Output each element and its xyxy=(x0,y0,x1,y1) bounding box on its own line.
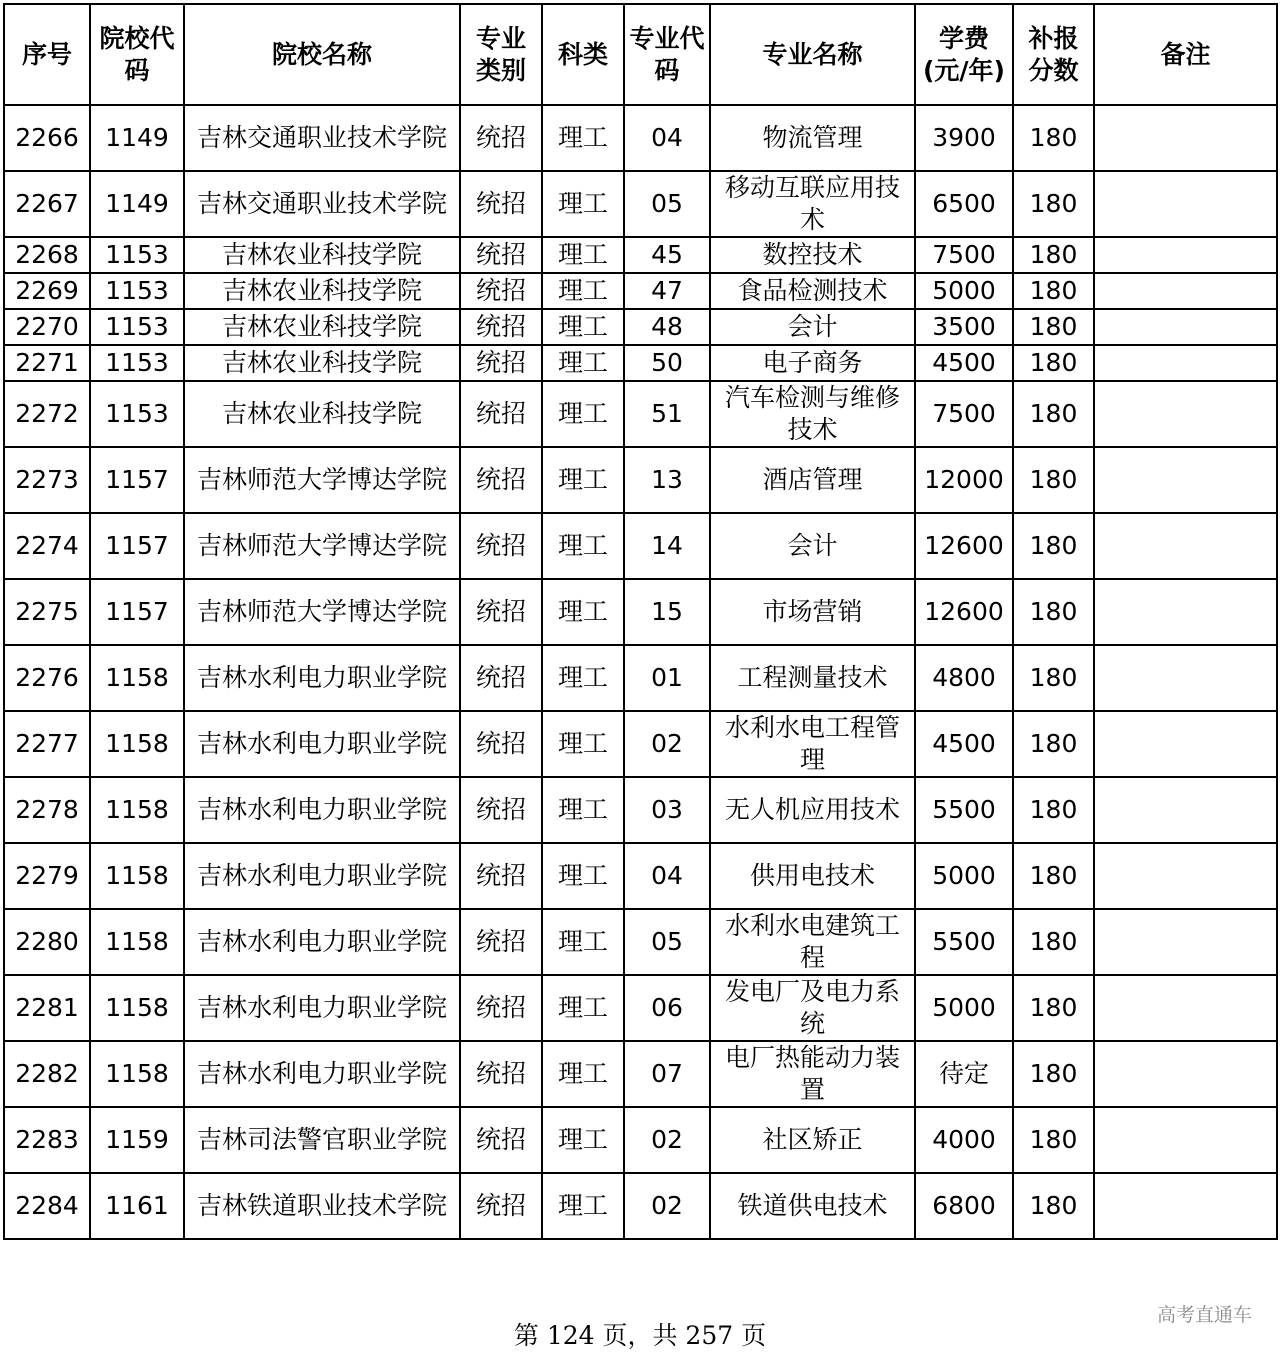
cell-tuition: 4000 xyxy=(915,1107,1013,1173)
cell-school-name: 吉林水利电力职业学院 xyxy=(184,777,460,843)
cell-school-code: 1149 xyxy=(90,105,184,171)
cell-category: 统招 xyxy=(460,1041,542,1107)
cell-major-code: 04 xyxy=(624,105,710,171)
cell-school-code: 1159 xyxy=(90,1107,184,1173)
cell-score: 180 xyxy=(1013,645,1094,711)
cell-subject: 理工 xyxy=(542,105,624,171)
cell-subject: 理工 xyxy=(542,1041,624,1107)
cell-score: 180 xyxy=(1013,579,1094,645)
cell-school-name: 吉林师范大学博达学院 xyxy=(184,513,460,579)
cell-score: 180 xyxy=(1013,447,1094,513)
cell-score: 180 xyxy=(1013,309,1094,345)
cell-major-code: 02 xyxy=(624,1107,710,1173)
cell-tuition: 待定 xyxy=(915,1041,1013,1107)
cell-subject: 理工 xyxy=(542,345,624,381)
cell-seq: 2281 xyxy=(4,975,90,1041)
cell-major-code: 13 xyxy=(624,447,710,513)
cell-major-name: 水利水电工程管理 xyxy=(710,711,915,777)
header-note: 备注 xyxy=(1094,4,1277,105)
cell-note xyxy=(1094,171,1277,237)
cell-category: 统招 xyxy=(460,1107,542,1173)
cell-major-name: 汽车检测与维修技术 xyxy=(710,381,915,447)
cell-category: 统招 xyxy=(460,105,542,171)
cell-school-name: 吉林水利电力职业学院 xyxy=(184,645,460,711)
cell-school-code: 1158 xyxy=(90,645,184,711)
cell-school-code: 1153 xyxy=(90,345,184,381)
cell-tuition: 5500 xyxy=(915,909,1013,975)
table-row xyxy=(4,1041,1277,1107)
cell-school-name: 吉林农业科技学院 xyxy=(184,345,460,381)
cell-score: 180 xyxy=(1013,345,1094,381)
table-row xyxy=(4,273,1277,309)
admission-table xyxy=(3,3,1278,1240)
cell-seq: 2282 xyxy=(4,1041,90,1107)
cell-school-name: 吉林农业科技学院 xyxy=(184,309,460,345)
cell-major-code: 05 xyxy=(624,909,710,975)
cell-school-name: 吉林司法警官职业学院 xyxy=(184,1107,460,1173)
cell-category: 统招 xyxy=(460,345,542,381)
cell-category: 统招 xyxy=(460,777,542,843)
cell-subject: 理工 xyxy=(542,171,624,237)
cell-tuition: 12600 xyxy=(915,513,1013,579)
cell-tuition: 7500 xyxy=(915,237,1013,273)
cell-subject: 理工 xyxy=(542,711,624,777)
table-row xyxy=(4,381,1277,447)
header-seq: 序号 xyxy=(4,4,90,105)
table-row xyxy=(4,711,1277,777)
cell-tuition: 4500 xyxy=(915,711,1013,777)
table-row xyxy=(4,975,1277,1041)
table-row xyxy=(4,345,1277,381)
cell-school-name: 吉林农业科技学院 xyxy=(184,273,460,309)
cell-seq: 2275 xyxy=(4,579,90,645)
cell-tuition: 5000 xyxy=(915,273,1013,309)
cell-note xyxy=(1094,579,1277,645)
header-major-name: 专业名称 xyxy=(710,4,915,105)
cell-note xyxy=(1094,645,1277,711)
cell-school-code: 1149 xyxy=(90,171,184,237)
cell-note xyxy=(1094,345,1277,381)
cell-score: 180 xyxy=(1013,381,1094,447)
cell-seq: 2270 xyxy=(4,309,90,345)
cell-category: 统招 xyxy=(460,447,542,513)
table-row xyxy=(4,309,1277,345)
header-major-code: 专业代码 xyxy=(624,4,710,105)
cell-tuition: 4800 xyxy=(915,645,1013,711)
cell-score: 180 xyxy=(1013,1041,1094,1107)
cell-note xyxy=(1094,777,1277,843)
cell-school-name: 吉林农业科技学院 xyxy=(184,237,460,273)
cell-subject: 理工 xyxy=(542,579,624,645)
cell-major-name: 社区矫正 xyxy=(710,1107,915,1173)
cell-major-name: 电子商务 xyxy=(710,345,915,381)
cell-major-name: 数控技术 xyxy=(710,237,915,273)
cell-major-code: 45 xyxy=(624,237,710,273)
table-row xyxy=(4,843,1277,909)
table-row xyxy=(4,909,1277,975)
cell-subject: 理工 xyxy=(542,777,624,843)
cell-major-name: 发电厂及电力系统 xyxy=(710,975,915,1041)
cell-school-code: 1158 xyxy=(90,975,184,1041)
cell-score: 180 xyxy=(1013,975,1094,1041)
cell-note xyxy=(1094,975,1277,1041)
cell-category: 统招 xyxy=(460,645,542,711)
cell-tuition: 6500 xyxy=(915,171,1013,237)
cell-subject: 理工 xyxy=(542,909,624,975)
cell-subject: 理工 xyxy=(542,645,624,711)
cell-school-code: 1153 xyxy=(90,309,184,345)
cell-major-code: 04 xyxy=(624,843,710,909)
cell-note xyxy=(1094,1107,1277,1173)
cell-category: 统招 xyxy=(460,309,542,345)
cell-score: 180 xyxy=(1013,273,1094,309)
cell-tuition: 5000 xyxy=(915,843,1013,909)
cell-seq: 2268 xyxy=(4,237,90,273)
cell-major-code: 05 xyxy=(624,171,710,237)
cell-school-name: 吉林师范大学博达学院 xyxy=(184,447,460,513)
cell-subject: 理工 xyxy=(542,381,624,447)
cell-school-name: 吉林交通职业技术学院 xyxy=(184,171,460,237)
cell-note xyxy=(1094,447,1277,513)
cell-major-code: 03 xyxy=(624,777,710,843)
cell-seq: 2273 xyxy=(4,447,90,513)
cell-major-name: 电厂热能动力装置 xyxy=(710,1041,915,1107)
cell-score: 180 xyxy=(1013,171,1094,237)
cell-seq: 2276 xyxy=(4,645,90,711)
cell-major-code: 01 xyxy=(624,645,710,711)
cell-score: 180 xyxy=(1013,1107,1094,1173)
cell-note xyxy=(1094,909,1277,975)
table-body xyxy=(4,105,1277,1239)
cell-school-code: 1153 xyxy=(90,381,184,447)
cell-note xyxy=(1094,711,1277,777)
table-row xyxy=(4,105,1277,171)
cell-tuition: 3900 xyxy=(915,105,1013,171)
header-row xyxy=(4,4,1277,105)
cell-school-code: 1153 xyxy=(90,237,184,273)
table-row xyxy=(4,579,1277,645)
cell-school-code: 1153 xyxy=(90,273,184,309)
table-row xyxy=(4,171,1277,237)
cell-school-code: 1158 xyxy=(90,909,184,975)
cell-subject: 理工 xyxy=(542,273,624,309)
cell-school-code: 1161 xyxy=(90,1173,184,1239)
cell-note xyxy=(1094,273,1277,309)
cell-school-name: 吉林水利电力职业学院 xyxy=(184,975,460,1041)
cell-note xyxy=(1094,1173,1277,1239)
cell-tuition: 5000 xyxy=(915,975,1013,1041)
cell-major-code: 02 xyxy=(624,711,710,777)
cell-subject: 理工 xyxy=(542,1107,624,1173)
cell-category: 统招 xyxy=(460,1173,542,1239)
cell-subject: 理工 xyxy=(542,843,624,909)
header-category: 专业类别 xyxy=(460,4,542,105)
cell-school-code: 1158 xyxy=(90,1041,184,1107)
cell-major-code: 47 xyxy=(624,273,710,309)
cell-seq: 2283 xyxy=(4,1107,90,1173)
cell-tuition: 3500 xyxy=(915,309,1013,345)
cell-score: 180 xyxy=(1013,513,1094,579)
table-row xyxy=(4,237,1277,273)
cell-major-name: 会计 xyxy=(710,309,915,345)
cell-category: 统招 xyxy=(460,237,542,273)
page-number: 第 124 页，共 257 页 xyxy=(513,1321,767,1350)
cell-score: 180 xyxy=(1013,909,1094,975)
cell-category: 统招 xyxy=(460,975,542,1041)
cell-note xyxy=(1094,843,1277,909)
cell-subject: 理工 xyxy=(542,309,624,345)
cell-seq: 2278 xyxy=(4,777,90,843)
cell-note xyxy=(1094,105,1277,171)
cell-seq: 2269 xyxy=(4,273,90,309)
table-row xyxy=(4,1107,1277,1173)
cell-school-name: 吉林水利电力职业学院 xyxy=(184,711,460,777)
watermark: 高考直通车 xyxy=(1156,1304,1252,1326)
cell-score: 180 xyxy=(1013,777,1094,843)
cell-school-code: 1157 xyxy=(90,513,184,579)
cell-school-name: 吉林铁道职业技术学院 xyxy=(184,1173,460,1239)
cell-subject: 理工 xyxy=(542,975,624,1041)
cell-category: 统招 xyxy=(460,909,542,975)
cell-tuition: 6800 xyxy=(915,1173,1013,1239)
cell-note xyxy=(1094,1041,1277,1107)
table-row xyxy=(4,513,1277,579)
cell-seq: 2266 xyxy=(4,105,90,171)
cell-school-name: 吉林农业科技学院 xyxy=(184,381,460,447)
cell-school-name: 吉林师范大学博达学院 xyxy=(184,579,460,645)
header-score: 补报分数 xyxy=(1013,4,1094,105)
cell-major-name: 供用电技术 xyxy=(710,843,915,909)
header-tuition: 学费(元/年) xyxy=(915,4,1013,105)
cell-seq: 2271 xyxy=(4,345,90,381)
cell-school-code: 1157 xyxy=(90,579,184,645)
cell-category: 统招 xyxy=(460,579,542,645)
cell-major-name: 食品检测技术 xyxy=(710,273,915,309)
cell-subject: 理工 xyxy=(542,513,624,579)
cell-seq: 2280 xyxy=(4,909,90,975)
cell-note xyxy=(1094,381,1277,447)
cell-tuition: 5500 xyxy=(915,777,1013,843)
cell-category: 统招 xyxy=(460,843,542,909)
cell-category: 统招 xyxy=(460,513,542,579)
cell-note xyxy=(1094,309,1277,345)
cell-tuition: 7500 xyxy=(915,381,1013,447)
cell-score: 180 xyxy=(1013,105,1094,171)
cell-major-code: 06 xyxy=(624,975,710,1041)
cell-seq: 2279 xyxy=(4,843,90,909)
cell-note xyxy=(1094,237,1277,273)
header-school-code: 院校代码 xyxy=(90,4,184,105)
cell-note xyxy=(1094,513,1277,579)
cell-category: 统招 xyxy=(460,171,542,237)
cell-subject: 理工 xyxy=(542,237,624,273)
cell-school-name: 吉林交通职业技术学院 xyxy=(184,105,460,171)
cell-school-name: 吉林水利电力职业学院 xyxy=(184,843,460,909)
cell-major-name: 会计 xyxy=(710,513,915,579)
cell-major-code: 51 xyxy=(624,381,710,447)
cell-school-code: 1158 xyxy=(90,711,184,777)
header-school-name: 院校名称 xyxy=(184,4,460,105)
table-row xyxy=(4,777,1277,843)
cell-major-code: 15 xyxy=(624,579,710,645)
cell-major-code: 50 xyxy=(624,345,710,381)
cell-tuition: 4500 xyxy=(915,345,1013,381)
cell-category: 统招 xyxy=(460,273,542,309)
cell-score: 180 xyxy=(1013,843,1094,909)
cell-tuition: 12000 xyxy=(915,447,1013,513)
cell-major-code: 07 xyxy=(624,1041,710,1107)
cell-major-code: 14 xyxy=(624,513,710,579)
cell-school-name: 吉林水利电力职业学院 xyxy=(184,909,460,975)
cell-seq: 2277 xyxy=(4,711,90,777)
cell-tuition: 12600 xyxy=(915,579,1013,645)
cell-school-code: 1157 xyxy=(90,447,184,513)
cell-major-name: 工程测量技术 xyxy=(710,645,915,711)
cell-score: 180 xyxy=(1013,237,1094,273)
cell-subject: 理工 xyxy=(542,1173,624,1239)
cell-seq: 2267 xyxy=(4,171,90,237)
cell-school-name: 吉林水利电力职业学院 xyxy=(184,1041,460,1107)
cell-subject: 理工 xyxy=(542,447,624,513)
cell-major-name: 移动互联应用技术 xyxy=(710,171,915,237)
cell-category: 统招 xyxy=(460,711,542,777)
table-row xyxy=(4,1173,1277,1239)
cell-seq: 2272 xyxy=(4,381,90,447)
table-row xyxy=(4,645,1277,711)
cell-major-name: 物流管理 xyxy=(710,105,915,171)
table-row xyxy=(4,447,1277,513)
cell-seq: 2284 xyxy=(4,1173,90,1239)
header-subject: 科类 xyxy=(542,4,624,105)
cell-major-code: 48 xyxy=(624,309,710,345)
cell-seq: 2274 xyxy=(4,513,90,579)
cell-major-name: 铁道供电技术 xyxy=(710,1173,915,1239)
cell-score: 180 xyxy=(1013,1173,1094,1239)
cell-major-name: 酒店管理 xyxy=(710,447,915,513)
cell-major-name: 无人机应用技术 xyxy=(710,777,915,843)
cell-school-code: 1158 xyxy=(90,843,184,909)
cell-major-name: 水利水电建筑工程 xyxy=(710,909,915,975)
cell-category: 统招 xyxy=(460,381,542,447)
cell-score: 180 xyxy=(1013,711,1094,777)
cell-major-code: 02 xyxy=(624,1173,710,1239)
cell-major-name: 市场营销 xyxy=(710,579,915,645)
cell-school-code: 1158 xyxy=(90,777,184,843)
